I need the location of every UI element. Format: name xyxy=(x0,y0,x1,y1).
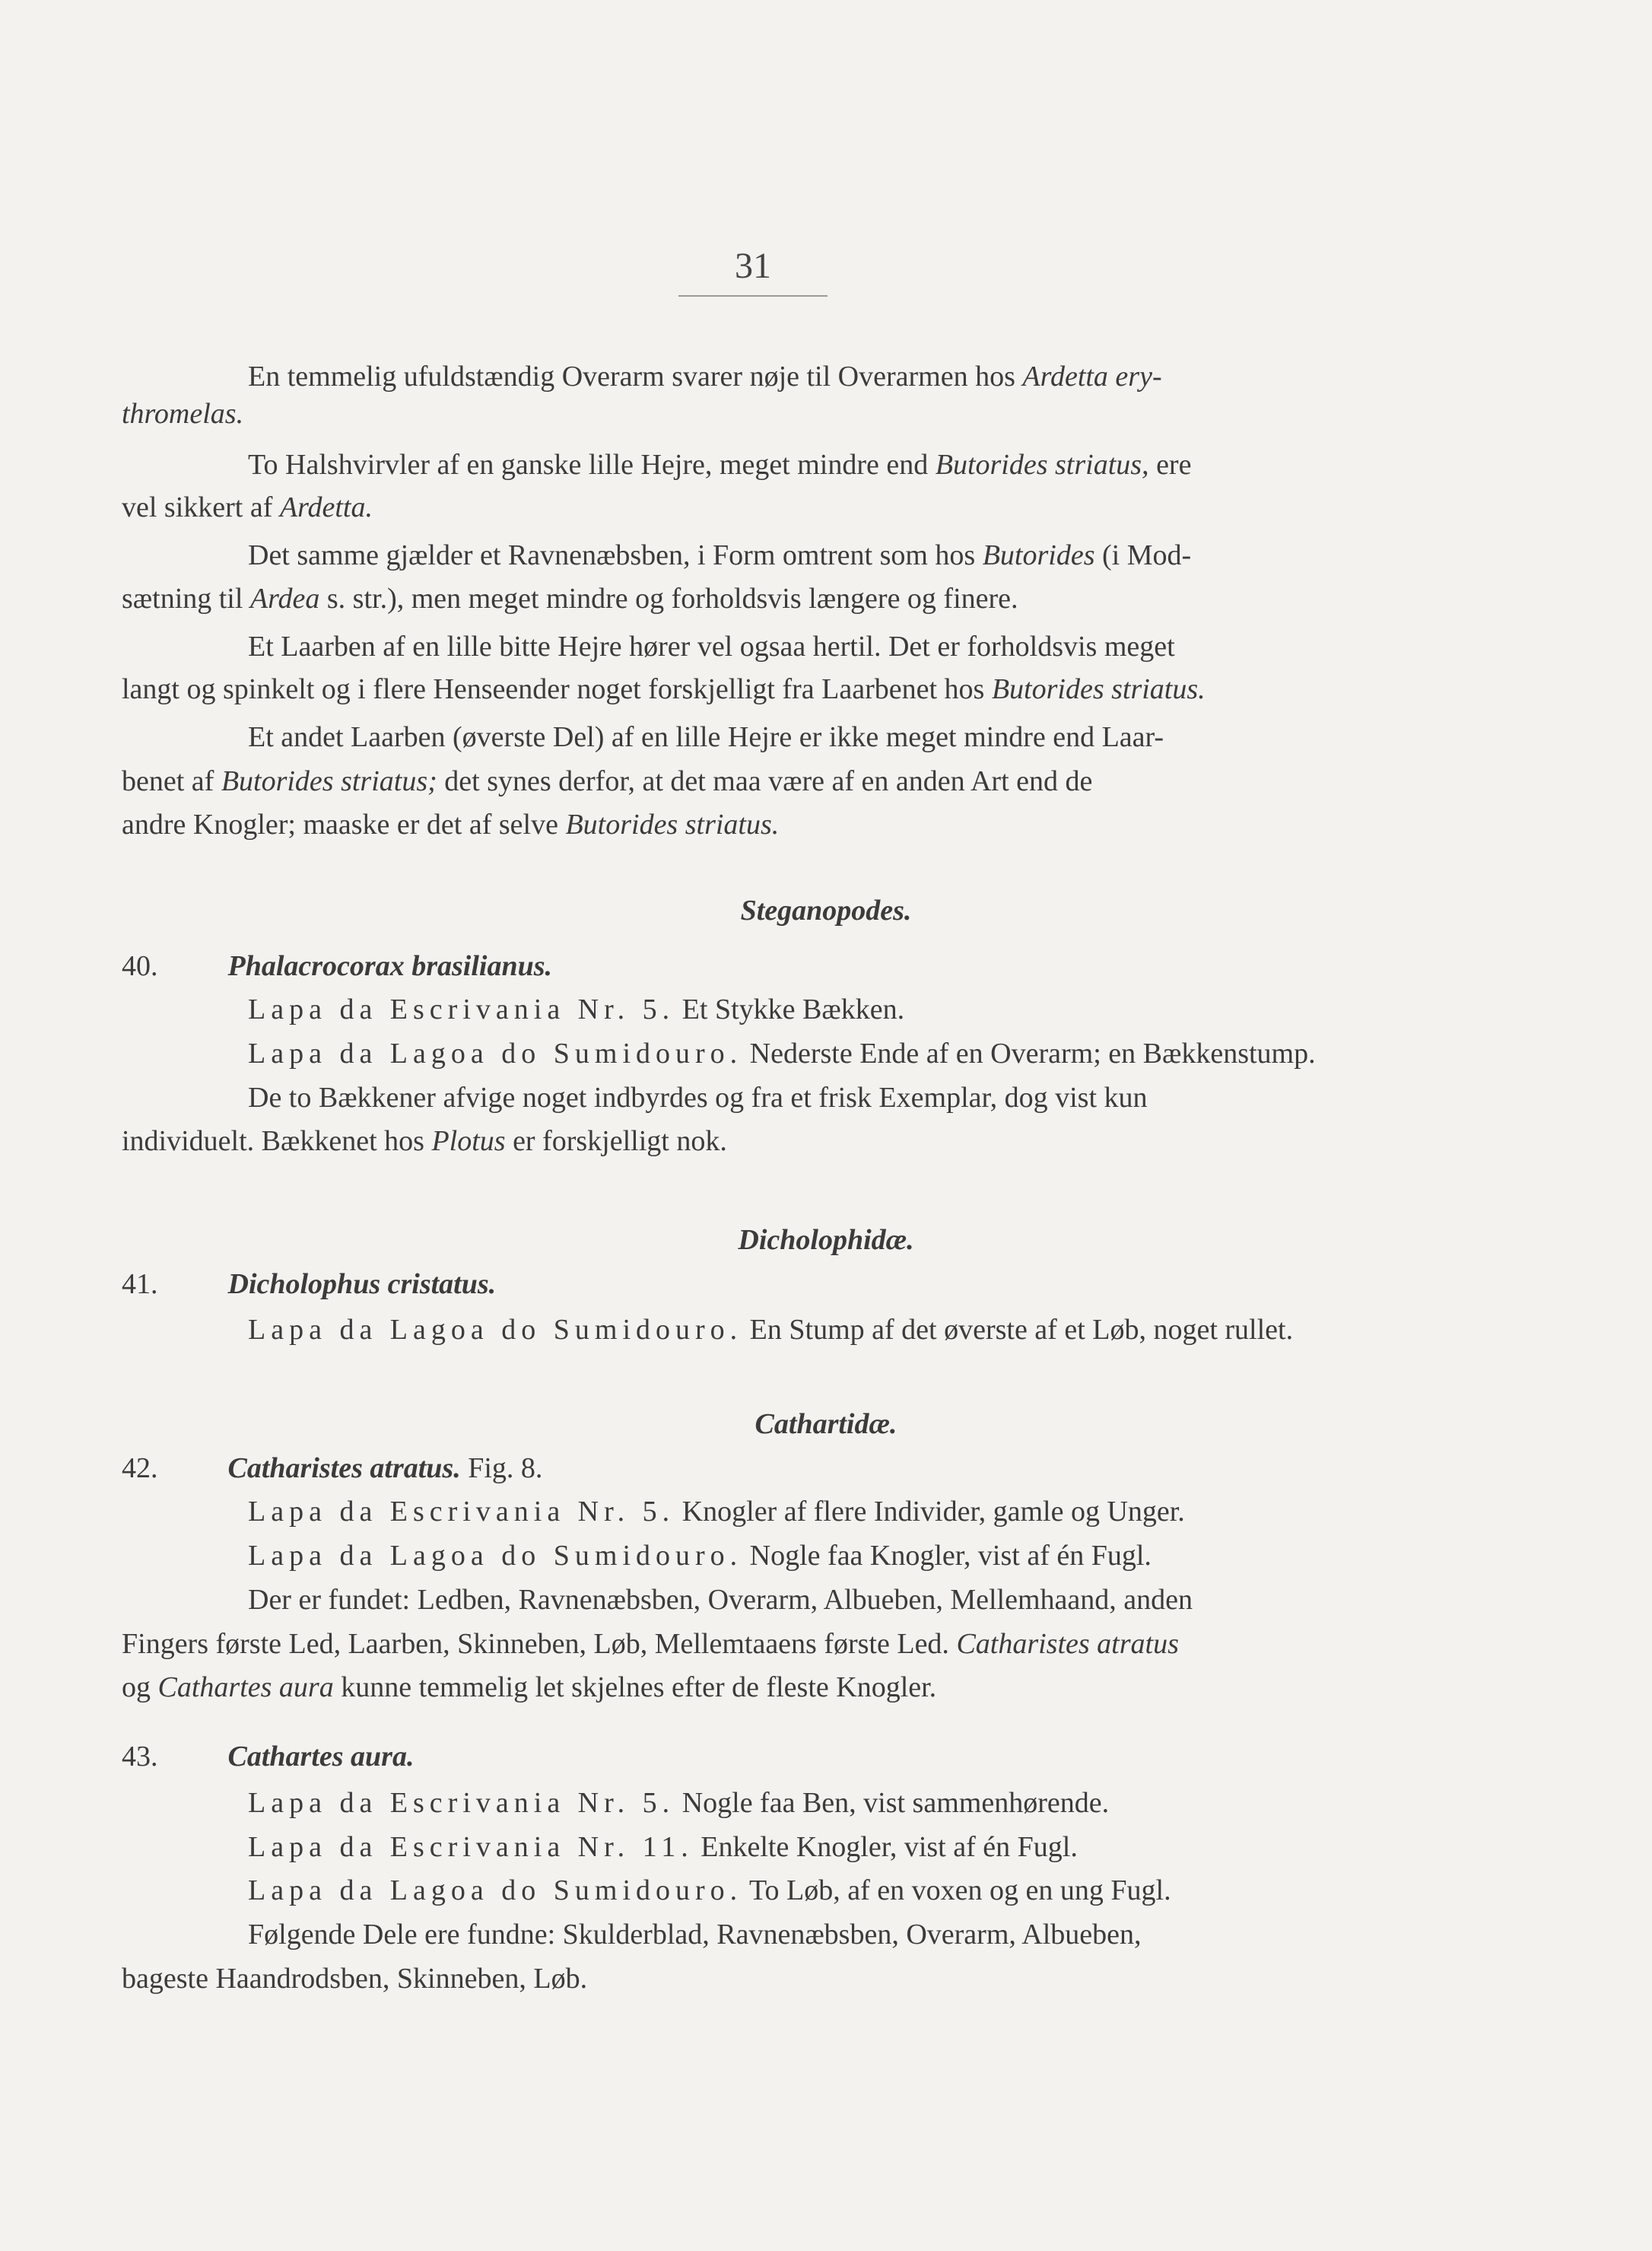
text: En temmelig ufuldstændig Overarm svarer nøje til Overarmen hos xyxy=(248,361,1015,393)
text: benet af xyxy=(122,765,214,797)
taxon-name: Butorides striatus; xyxy=(221,765,437,797)
note-line-1: Følgende Dele ere fundne: Skulderblad, Ravnenæbsben, Overarm, Albueben, xyxy=(248,1919,1142,1951)
locality-name: Lapa da Lagoa do Sumidouro. xyxy=(248,1540,743,1572)
taxon-name: Butorides striatus. xyxy=(565,809,780,841)
page-number-rule xyxy=(678,295,828,297)
text: Knogler af flere Individer, gamle og Unger. xyxy=(681,1496,1185,1528)
locality-name: Lapa da Escrivania Nr. 5. xyxy=(248,1787,675,1819)
text: det synes derfor, at det maa være af en anden Art end de xyxy=(444,765,1093,797)
locality-name: Lapa da Lagoa do Sumidouro. xyxy=(248,1314,743,1346)
text: kunne temmelig let skjelnes efter de fleste Knogler. xyxy=(341,1671,937,1703)
taxon-name: Butorides striatus, xyxy=(935,449,1149,481)
paragraph-5-line-3 xyxy=(122,802,1396,847)
paragraph-4-line-1: Et Laarben af en lille bitte Hejre hører vel ogsaa hertil. Det er forholdsvis meget xyxy=(248,631,1175,663)
section-heading-dicholophidae: Dicholophidæ. xyxy=(738,1224,914,1256)
species-name: Phalacrocorax brasilianus. xyxy=(227,950,553,982)
species-entry-43 xyxy=(122,1734,1396,1779)
text: individuelt. Bækkenet hos xyxy=(122,1125,424,1157)
note-line-1: Der er fundet: Ledben, Ravnenæbsben, Overarm, Albueben, Mellemhaand, anden xyxy=(248,1584,1193,1616)
paragraph-5-line-1: Et andet Laarben (øverste Del) af en lille Hejre er ikke meget mindre end Laar- xyxy=(248,721,1164,753)
paragraph-2-line-1 xyxy=(248,442,1396,488)
note-line-2 xyxy=(122,1621,1396,1667)
locality-line xyxy=(248,1533,1396,1579)
taxon-name: Butorides xyxy=(982,539,1095,571)
locality-name: Lapa da Lagoa do Sumidouro. xyxy=(248,1874,743,1906)
taxon-name: Plotus xyxy=(431,1125,506,1157)
text: To Løb, af en voxen og en ung Fugl. xyxy=(749,1874,1171,1906)
text: andre Knogler; maaske er det af selve xyxy=(122,809,558,841)
taxon-name: thromelas. xyxy=(122,398,244,430)
locality-line xyxy=(248,1824,1396,1870)
paragraph-2-line-2 xyxy=(122,485,1396,530)
text: En Stump af det øverste af et Løb, noget rullet. xyxy=(749,1314,1294,1346)
taxon-name: Ardea xyxy=(249,583,320,615)
text: ere xyxy=(1156,449,1192,481)
locality-line xyxy=(248,987,1396,1032)
text: (i Mod- xyxy=(1102,539,1192,571)
paragraph-3-line-1 xyxy=(248,533,1396,578)
taxon-name: Catharistes atratus xyxy=(956,1628,1179,1660)
note-line-1: De to Bækkener afvige noget indbyrdes og fra et frisk Exemplar, dog vist kun xyxy=(248,1082,1148,1114)
species-name: Cathartes aura. xyxy=(227,1741,415,1773)
species-name: Dicholophus cristatus. xyxy=(227,1268,497,1300)
taxon-name: Ardetta. xyxy=(279,491,373,523)
locality-line xyxy=(248,1780,1396,1826)
paragraph-3-line-2 xyxy=(122,576,1396,622)
text: Det samme gjælder et Ravnenæbsben, i Form omtrent som hos xyxy=(248,539,976,571)
text: Enkelte Knogler, vist af én Fugl. xyxy=(701,1831,1078,1863)
note-line-2: bageste Haandrodsben, Skinneben, Løb. xyxy=(122,1963,588,1995)
page-number: 31 xyxy=(735,246,771,286)
paragraph-4-line-2 xyxy=(122,666,1396,712)
locality-line xyxy=(248,1868,1396,1913)
locality-name: Lapa da Lagoa do Sumidouro. xyxy=(248,1038,743,1070)
text: langt og spinkelt og i flere Henseender noget forskjelligt fra Laarbenet hos xyxy=(122,673,985,705)
taxon-name: Butorides striatus. xyxy=(991,673,1206,705)
locality-line xyxy=(248,1489,1396,1534)
text: er forskjelligt nok. xyxy=(513,1125,727,1157)
species-entry-40 xyxy=(122,943,1396,989)
text: To Halshvirvler af en ganske lille Hejre, meget mindre end xyxy=(248,449,929,481)
section-heading-steganopodes: Steganopodes. xyxy=(740,895,912,927)
paragraph-5-line-2 xyxy=(122,758,1396,804)
text: sætning til xyxy=(122,583,243,615)
entry-number: 43. xyxy=(122,1741,158,1773)
text: og xyxy=(122,1671,151,1703)
locality-name: Lapa da Escrivania Nr. 5. xyxy=(248,1496,675,1528)
section-heading-cathartidae: Cathartidæ. xyxy=(755,1408,897,1440)
entry-number: 41. xyxy=(122,1268,158,1300)
taxon-name: Ardetta ery- xyxy=(1022,361,1162,393)
entry-number: 42. xyxy=(122,1452,158,1484)
taxon-name: Cathartes aura xyxy=(157,1671,334,1703)
locality-line xyxy=(248,1031,1396,1076)
species-entry-41 xyxy=(122,1261,1396,1307)
text: Nogle faa Knogler, vist af én Fugl. xyxy=(749,1540,1152,1572)
entry-number: 40. xyxy=(122,950,158,982)
locality-name: Lapa da Escrivania Nr. 5. xyxy=(248,994,675,1025)
text: s. str.), men meget mindre og forholdsvis længere og finere. xyxy=(326,583,1018,615)
locality-line xyxy=(248,1307,1396,1353)
species-name: Catharistes atratus. xyxy=(227,1452,461,1484)
text: Nederste Ende af en Overarm; en Bækkenstump. xyxy=(749,1038,1316,1070)
paragraph-1-line-2 xyxy=(122,391,1396,437)
figure-reference: Fig. 8. xyxy=(468,1452,543,1484)
note-line-2 xyxy=(122,1118,1396,1164)
note-line-3 xyxy=(122,1664,1396,1710)
text: Nogle faa Ben, vist sammenhørende. xyxy=(681,1787,1110,1819)
species-entry-42 xyxy=(122,1445,1396,1491)
text: vel sikkert af xyxy=(122,491,273,523)
locality-name: Lapa da Escrivania Nr. 11. xyxy=(248,1831,694,1863)
text: Et Stykke Bækken. xyxy=(681,994,905,1025)
text: Fingers første Led, Laarben, Skinneben, Løb, Mellemtaaens første Led. xyxy=(122,1628,949,1660)
